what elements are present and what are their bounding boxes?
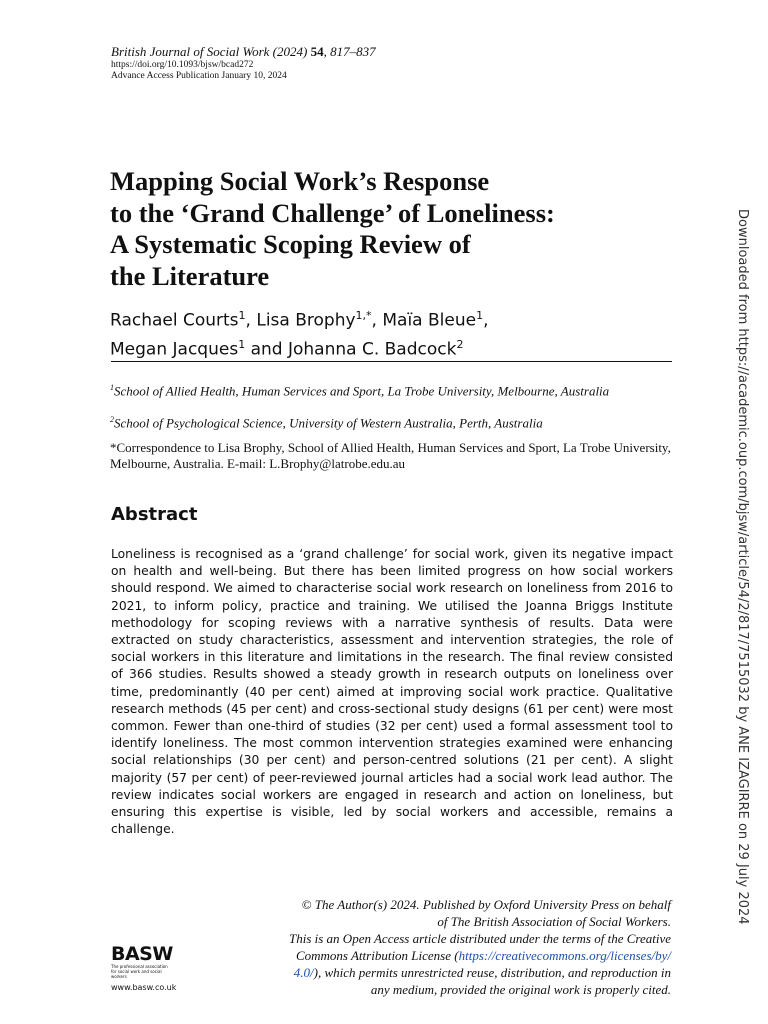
copyright-line: This is an Open Access article distributed under the terms of the Creative (288, 931, 671, 946)
basw-logo: BASW (111, 943, 173, 965)
copyright-line: any medium, provided the original work is properly cited. (370, 982, 671, 997)
copyright-line: © The Author(s) 2024. Published by Oxford University Press on behalf (301, 897, 671, 912)
journal-name: British Journal of Social Work (2024) (111, 44, 308, 59)
download-watermark: Downloaded from https://academic.oup.com/bjsw/article/54/2/817/7515032 by ANE IZAGIRRE on 29 July 2024 (735, 209, 750, 925)
copyright-notice (250, 896, 671, 998)
title-line: A Systematic Scoping Review of (110, 229, 471, 259)
copyright-line: ), which permits unrestricted reuse, distribution, and reproduction in (313, 965, 671, 980)
abstract-text: Loneliness is recognised as a ‘grand challenge’ for social work, given its negative impact on health and well-being. But there has been limited progress on how social workers should respond. We aimed to characterise social work research on loneliness from 2016 to 2021, to inform policy, practice and training. We utilised the Joanna Briggs Institute methodology for scoping reviews with a narrative synthesis of results. Data were extracted on study characteristics, assessment and intervention strategies, the role of social workers in this literature and limitations in the research. The final review consisted of 366 studies. Results showed a steady growth in research outputs on loneliness over time, predominantly (40 per cent) aimed at improving social work practice. Qualitative research methods (45 per cent) and cross-sectional study designs (61 per cent) were most common. Fewer than one-third of studies (32 per cent) used a formal assessment tool to identify loneliness. The most common intervention strategies examined were enhancing social relationships (30 per cent) and person-centred solutions (21 per cent). A slight majority (57 per cent) of peer-reviewed journal articles had a social work lead author. The review indicates social workers are engaged in research and action on loneliness, but ensuring this expertise is visible, led by social workers and accessible, remains a challenge. (111, 547, 673, 837)
article-title (110, 166, 670, 292)
license-link-continued[interactable]: 4.0/ (293, 965, 314, 980)
affiliation-mark: 2 (110, 415, 114, 424)
author-name: Maïa Bleue (382, 310, 477, 331)
copyright-line: Commons Attribution License ( (295, 948, 459, 963)
affiliation-text: School of Allied Health, Human Services and Sport, La Trobe University, Melbourne, Australia (114, 383, 610, 399)
journal-pages: , 817–837 (323, 44, 376, 59)
title-divider (111, 361, 672, 362)
affiliation-2 (110, 412, 675, 431)
affiliation-mark: 1 (110, 383, 114, 392)
basw-url[interactable]: www.basw.co.uk (111, 983, 177, 992)
author-affiliation-mark: 2 (456, 337, 464, 351)
affiliation-text: School of Psychological Science, University of Western Australia, Perth, Australia (114, 415, 543, 431)
advance-access: Advance Access Publication January 10, 2024 (111, 71, 287, 81)
title-line: to the ‘Grand Challenge’ of Loneliness: (110, 197, 555, 228)
author-name: Lisa Brophy (256, 310, 356, 331)
author-list: Rachael Courts$^1$, Lisa Brophy$^{1,*}$, Maïa Bleue$^1$, Megan Jacques$^1$ and Johanna C. Badcock$^2$ (110, 309, 489, 360)
author-affiliation-mark: 1 (238, 337, 246, 351)
author-affiliation-mark: 1 (238, 309, 246, 322)
title-line: Mapping Social Work’s Response (110, 166, 490, 196)
correspondence: *Correspondence to Lisa Brophy, School of Allied Health, Human Services and Sport, La Trobe University, Melbourne, Australia. E-mail: L.Brophy@latrobe.edu.au (110, 440, 671, 471)
author-name: Johanna C. Badcock (287, 339, 457, 360)
affiliation-1 (110, 380, 675, 399)
basw-logo-block (111, 944, 191, 992)
copyright-line: of The British Association of Social Workers. (437, 914, 671, 929)
author-name: Megan Jacques (110, 339, 239, 360)
journal-citation (111, 44, 376, 59)
author-affiliation-mark: 1,* (355, 309, 372, 322)
doi-link[interactable]: https://doi.org/10.1093/bjsw/bcad272 (111, 60, 254, 70)
author-affiliation-mark: 1 (476, 309, 484, 322)
abstract-heading: Abstract (111, 504, 198, 525)
title-line: the Literature (110, 260, 270, 291)
license-link[interactable]: https://creativecommons.org/licenses/by/ (458, 948, 671, 963)
journal-volume: 54 (310, 44, 324, 59)
basw-tagline: The professional association for social work and social workers (111, 964, 168, 979)
author-name: Rachael Courts (110, 310, 239, 331)
